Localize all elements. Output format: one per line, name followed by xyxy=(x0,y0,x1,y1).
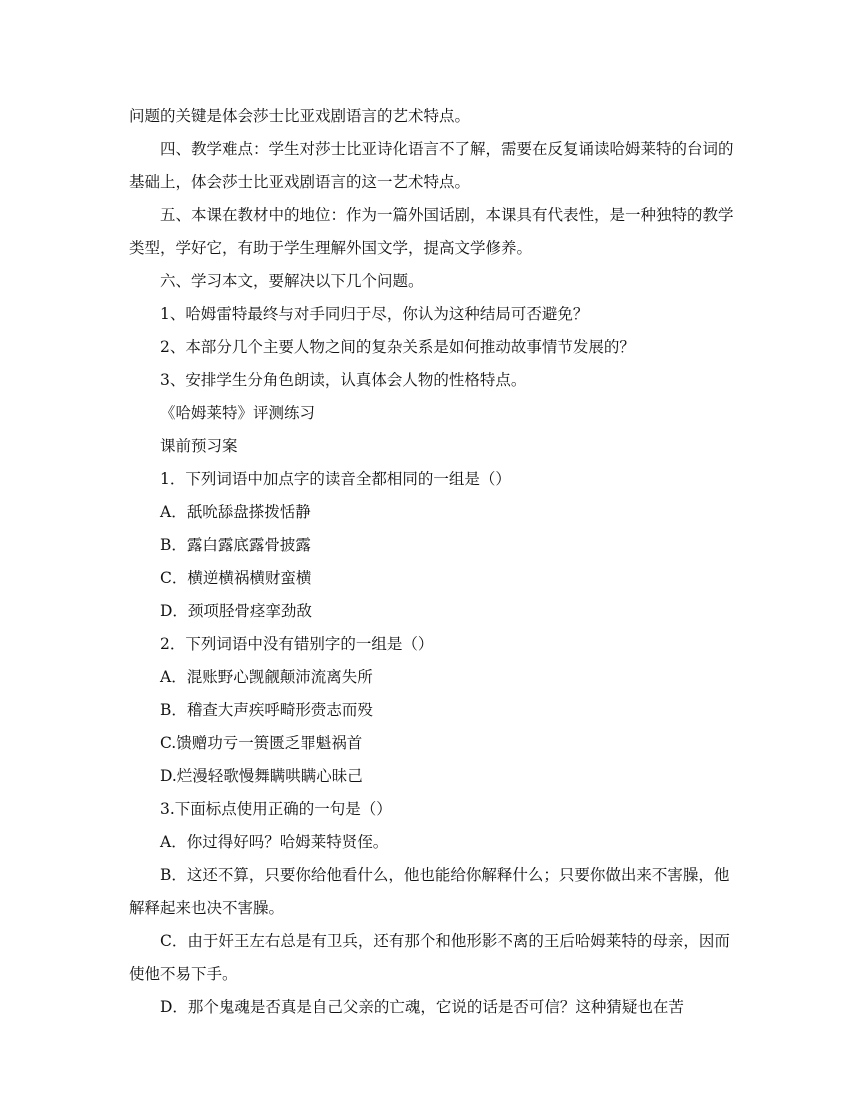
exercise-option: D.烂漫轻歌慢舞瞒哄瞒心昧己 xyxy=(160,767,363,785)
question-item-1: 1、哈姆雷特最终与对手同归于尽，你认为这种结局可否避免？ xyxy=(160,305,589,323)
paragraph-learning-questions: 六、学习本文，要解决以下几个问题。 xyxy=(160,272,424,290)
exercise-option: A．混账野心觊觎颠沛流离失所 xyxy=(160,668,373,686)
paragraph-textbook-position: 五、本课在教材中的地位：作为一篇外国话剧，本课具有代表性，是一种独特的教学类型，学好它，有助于学生理解外国文学，提高文学修养。 xyxy=(129,206,734,257)
exercise-option: D．颈项胫骨痉挛劲敌 xyxy=(160,602,312,620)
exercise-option: B．这还不算，只要你给他看什么，他也能给你解释什么；只要你做出来不害臊，他解释起来也决不害臊。 xyxy=(129,866,730,917)
exercise-option: B．露白露底露骨披露 xyxy=(160,536,311,554)
exercise-question-1: 1．下列词语中加点字的读音全都相同的一组是（） xyxy=(160,470,511,488)
exercise-option: D．那个鬼魂是否真是自己父亲的亡魂，它说的话是否可信？这种猜疑也在苦 xyxy=(160,998,684,1016)
paragraph-teaching-difficulty: 四、教学难点：学生对莎士比亚诗化语言不了解，需要在反复诵读哈姆莱特的台词的基础上，体会莎士比亚戏剧语言的这一艺术特点。 xyxy=(129,140,734,191)
document-body xyxy=(129,100,739,1024)
exercise-question-2: 2．下列词语中没有错别字的一组是（） xyxy=(160,635,434,653)
exercise-option: B．稽查大声疾呼畸形赍志而殁 xyxy=(160,701,373,719)
exercise-question-3: 3.下面标点使用正确的一句是（） xyxy=(160,800,392,818)
exercise-option: A．舐吮舔盘搽拨恬静 xyxy=(160,503,311,521)
exercise-option: C．横逆横祸横财蛮横 xyxy=(160,569,312,587)
exercise-option: A．你过得好吗？哈姆莱特贤侄。 xyxy=(160,833,389,851)
question-item-3: 3、安排学生分角色朗读，认真体会人物的性格特点。 xyxy=(160,371,527,389)
exercise-option: C.馈赠功亏一篑匮乏罪魁祸首 xyxy=(160,734,363,752)
section-subtitle-preview: 课前预习案 xyxy=(160,437,238,455)
exercise-option: C．由于奸王左右总是有卫兵，还有那个和他形影不离的王后哈姆莱特的母亲，因而使他不易下手。 xyxy=(129,932,730,983)
paragraph-continuation: 问题的关键是体会莎士比亚戏剧语言的艺术特点。 xyxy=(129,107,471,125)
question-item-2: 2、本部分几个主要人物之间的复杂关系是如何推动故事情节发展的？ xyxy=(160,338,635,356)
section-title-exercise: 《哈姆莱特》评测练习 xyxy=(160,404,316,422)
